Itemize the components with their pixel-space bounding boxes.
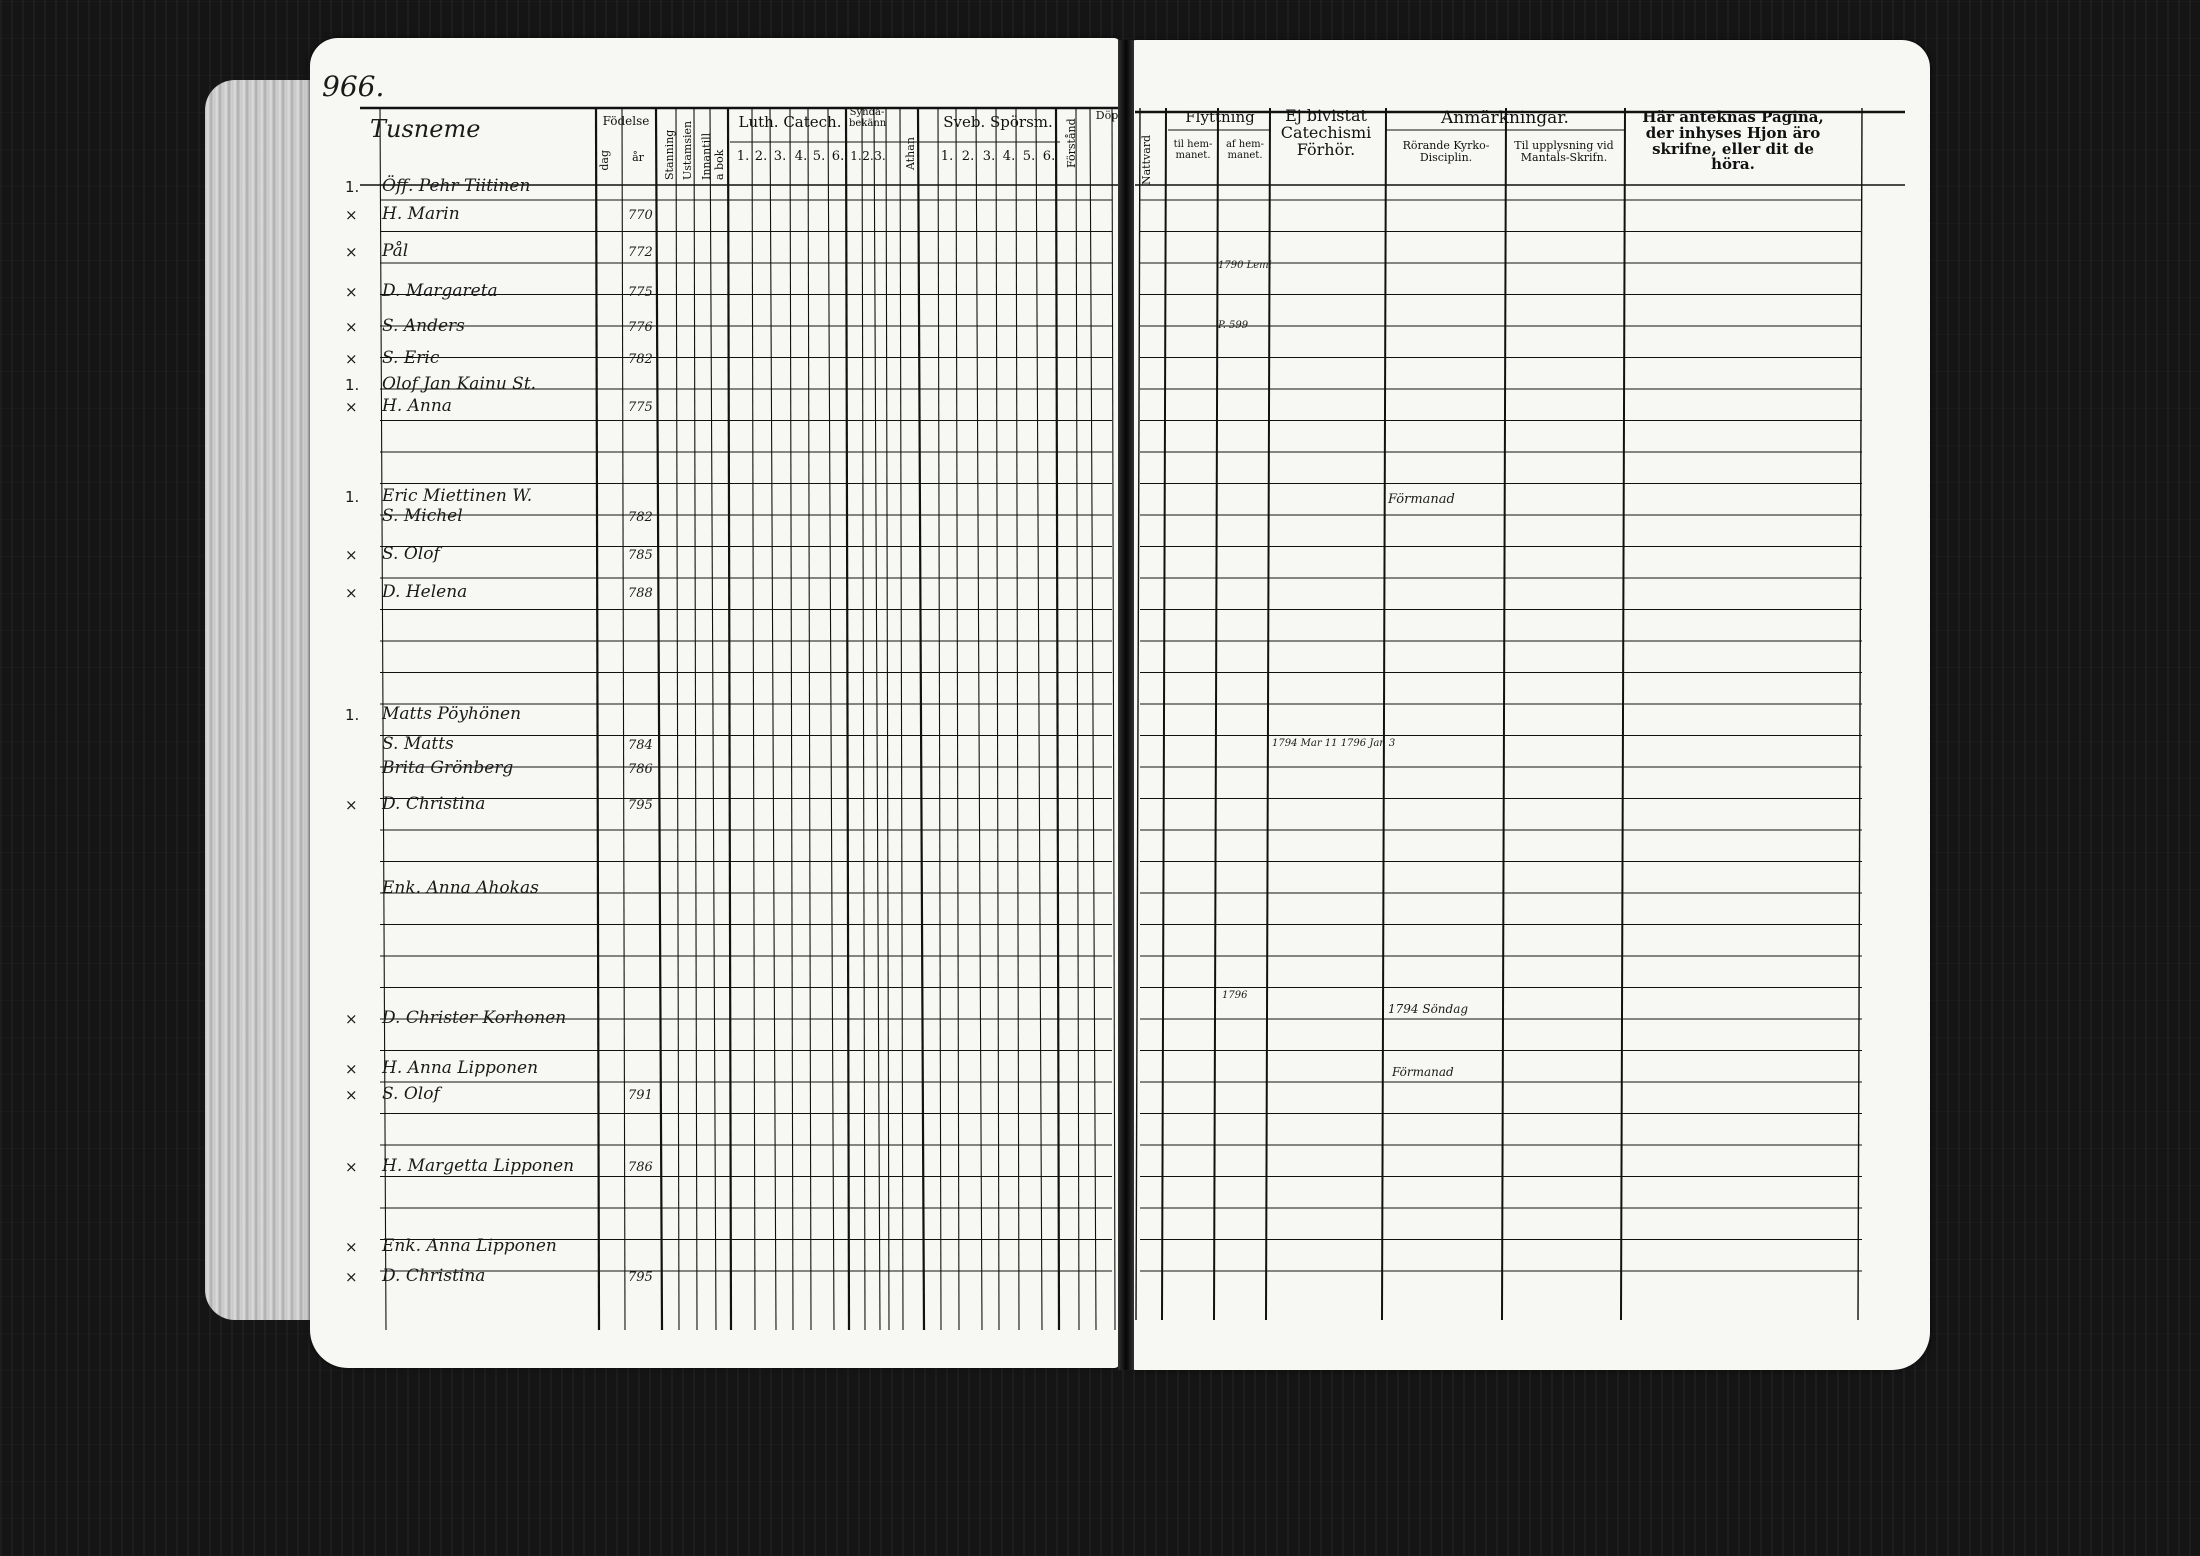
ledger-line bbox=[1056, 108, 1059, 1330]
person-name: Enk. Anna Ahokas bbox=[382, 878, 539, 898]
header-til-upplysning: Til upplysning vid Mantals-Skrifn. bbox=[1514, 139, 1614, 164]
ledger-line bbox=[1266, 108, 1270, 1320]
ledger-line bbox=[900, 108, 903, 1330]
ledger-line bbox=[694, 108, 697, 1330]
ledger-line bbox=[918, 108, 924, 1330]
ledger-line bbox=[1076, 108, 1079, 1330]
row-mark: × bbox=[345, 1010, 358, 1028]
person-name: Olof Jan Kainu St. bbox=[382, 374, 537, 394]
luth-digit: 1. bbox=[736, 149, 750, 164]
person-name: H. Margetta Lipponen bbox=[382, 1156, 575, 1176]
anm-note: 1794 Söndag bbox=[1388, 1002, 1469, 1016]
header-syndabekann: Synda-bekänn bbox=[849, 107, 887, 129]
header-athan: Athan bbox=[904, 137, 917, 170]
person-name: D. Christina bbox=[382, 1266, 486, 1286]
person-name: S. Olof bbox=[382, 544, 440, 564]
person-name: H. Anna Lipponen bbox=[382, 1058, 539, 1078]
birth-year: 785 bbox=[628, 548, 653, 563]
header-har-anteknas: Här anteknas Pagina, der inhyses Hjon äro skrifne, eller dit de höra. bbox=[1642, 108, 1824, 174]
page-number: 966. bbox=[322, 70, 385, 103]
row-mark: × bbox=[345, 1268, 358, 1286]
flytt-note: 1796 bbox=[1222, 990, 1248, 1001]
ledger-line bbox=[1016, 108, 1019, 1330]
person-name: Eric Miettinen W. bbox=[382, 486, 533, 506]
row-mark: × bbox=[345, 546, 358, 564]
row-mark: 1. bbox=[345, 376, 360, 394]
person-name: Pål bbox=[382, 241, 409, 261]
ledger-line bbox=[996, 108, 999, 1330]
row-mark: × bbox=[345, 1158, 358, 1176]
ledger-line bbox=[1214, 108, 1218, 1320]
synda-digit: 1. bbox=[850, 149, 862, 163]
ledger-line bbox=[976, 108, 982, 1330]
header-fodelse: Födelse bbox=[602, 114, 650, 128]
sveb-digit: 3. bbox=[982, 149, 996, 164]
row-mark: × bbox=[345, 1060, 358, 1078]
birth-year: 788 bbox=[628, 586, 653, 601]
row-mark: × bbox=[345, 283, 358, 301]
luth-digit: 6. bbox=[831, 149, 845, 164]
header-luth-catech: Luth. Catech. bbox=[738, 113, 842, 131]
ledger-line bbox=[752, 108, 755, 1330]
luth-digit: 4. bbox=[794, 149, 808, 164]
ledger-line bbox=[846, 108, 849, 1330]
sveb-digit: 2. bbox=[961, 149, 975, 164]
header-anmarkningar: Anmärkningar. bbox=[1441, 108, 1569, 128]
row-mark: 1. bbox=[345, 178, 360, 196]
row-mark: × bbox=[345, 584, 358, 602]
ledger-line bbox=[938, 108, 941, 1330]
birth-year: 786 bbox=[628, 762, 653, 777]
row-mark: × bbox=[345, 1238, 358, 1256]
person-name: D. Margareta bbox=[382, 281, 498, 301]
person-name: D. Helena bbox=[382, 582, 468, 602]
person-name: D. Christer Korhonen bbox=[382, 1008, 567, 1028]
person-name: Öff. Pehr Tiitinen bbox=[382, 176, 531, 196]
flytt-note: P. 599 bbox=[1218, 320, 1249, 331]
person-name: H. Marin bbox=[382, 204, 460, 224]
ledger-line bbox=[596, 108, 599, 1330]
ledger-line bbox=[1112, 108, 1115, 1330]
row-mark: 1. bbox=[345, 488, 360, 506]
anm-note: Förmanad bbox=[1392, 1065, 1454, 1079]
header-dop: Döp bbox=[1095, 109, 1119, 122]
birth-year: 795 bbox=[628, 798, 653, 813]
person-name: Enk. Anna Lipponen bbox=[382, 1236, 557, 1256]
header-a-bok: a bok bbox=[713, 149, 726, 180]
birth-year: 772 bbox=[628, 245, 653, 260]
header-flyttning: Flyttning bbox=[1185, 108, 1255, 126]
header-rorande-kyrko: Rörande Kyrko-Disciplin. bbox=[1402, 139, 1490, 164]
person-name: S. Michel bbox=[382, 506, 463, 526]
birth-year: 770 bbox=[628, 208, 653, 223]
birth-year: 784 bbox=[628, 738, 653, 753]
ledger-line bbox=[728, 108, 731, 1330]
ej-bivistat-note: 1794 Mar 11 1796 Jan 3 bbox=[1272, 738, 1396, 749]
row-mark: × bbox=[345, 318, 358, 336]
ledger-line bbox=[1502, 108, 1506, 1320]
luth-digit: 3. bbox=[773, 149, 787, 164]
header-af-hemmanet: af hem-manet. bbox=[1225, 139, 1265, 161]
ledger-line bbox=[790, 108, 793, 1330]
ledger-line bbox=[1382, 108, 1386, 1320]
row-mark: 1. bbox=[345, 706, 360, 724]
luth-digit: 2. bbox=[754, 149, 768, 164]
person-name: S. Anders bbox=[382, 316, 465, 336]
birth-year: 791 bbox=[628, 1088, 653, 1103]
person-name: D. Christina bbox=[382, 794, 486, 814]
row-mark: × bbox=[345, 1086, 358, 1104]
person-name: Matts Pöyhönen bbox=[382, 704, 522, 724]
sveb-digit: 5. bbox=[1022, 149, 1036, 164]
header-til-hemmanet: til hem-manet. bbox=[1173, 139, 1213, 161]
birth-year: 786 bbox=[628, 1160, 653, 1175]
person-name: H. Anna bbox=[382, 396, 452, 416]
birth-year: 782 bbox=[628, 352, 653, 367]
luth-digit: 5. bbox=[812, 149, 826, 164]
synda-digit: 3. bbox=[874, 149, 886, 163]
header-forstand: Förstånd bbox=[1065, 118, 1078, 168]
person-name: Brita Grönberg bbox=[382, 758, 514, 778]
ledger-line bbox=[1858, 108, 1862, 1320]
ledger-line bbox=[886, 108, 889, 1330]
ledger-line bbox=[828, 108, 834, 1330]
ledger-line bbox=[956, 108, 959, 1330]
ledger-line bbox=[710, 108, 716, 1330]
person-name: S. Olof bbox=[382, 1084, 440, 1104]
ledger-line bbox=[862, 108, 865, 1330]
anm-note: Förmanad bbox=[1388, 492, 1455, 507]
header-tusneme: Tusneme bbox=[370, 115, 481, 143]
sveb-digit: 1. bbox=[940, 149, 954, 164]
birth-year: 795 bbox=[628, 1270, 653, 1285]
ledger-line bbox=[874, 108, 880, 1330]
ledger-line bbox=[1621, 108, 1625, 1320]
row-mark: × bbox=[345, 350, 358, 368]
header-ar: år bbox=[632, 151, 644, 164]
flytt-note: 1790 Lemi bbox=[1218, 260, 1272, 271]
row-mark: × bbox=[345, 243, 358, 261]
row-mark: × bbox=[345, 398, 358, 416]
person-name: S. Matts bbox=[382, 734, 454, 754]
ledger-line bbox=[676, 108, 679, 1330]
sveb-digit: 4. bbox=[1002, 149, 1016, 164]
sveb-digit: 6. bbox=[1042, 149, 1056, 164]
birth-year: 775 bbox=[628, 285, 653, 300]
header-ustamsien: Ustamsien bbox=[681, 120, 694, 180]
ledger-line bbox=[656, 108, 662, 1330]
ledger-line bbox=[622, 108, 625, 1330]
person-name: S. Eric bbox=[382, 348, 440, 368]
ledger-line bbox=[1162, 108, 1166, 1320]
header-ej-bivistat: Ej bivistat Catechismi Förhör. bbox=[1280, 106, 1372, 159]
birth-year: 782 bbox=[628, 510, 653, 525]
synda-digit: 2. bbox=[862, 149, 874, 163]
row-mark: × bbox=[345, 796, 358, 814]
row-mark: × bbox=[345, 206, 358, 224]
birth-year: 776 bbox=[628, 320, 653, 335]
header-dag: dag bbox=[598, 150, 611, 171]
ledger-line bbox=[808, 108, 811, 1330]
birth-year: 775 bbox=[628, 400, 653, 415]
header-sveb-sporsm: Sveb. Spörsm. bbox=[943, 113, 1053, 131]
header-innantill: Innantill bbox=[700, 132, 713, 180]
header-stanning: Stanning bbox=[663, 129, 676, 180]
ledger-line bbox=[1090, 108, 1096, 1330]
header-nattvard: Nattvard bbox=[1140, 134, 1153, 185]
ledger-line bbox=[770, 108, 776, 1330]
ledger-line bbox=[1136, 108, 1140, 1320]
ledger-line bbox=[1036, 108, 1042, 1330]
